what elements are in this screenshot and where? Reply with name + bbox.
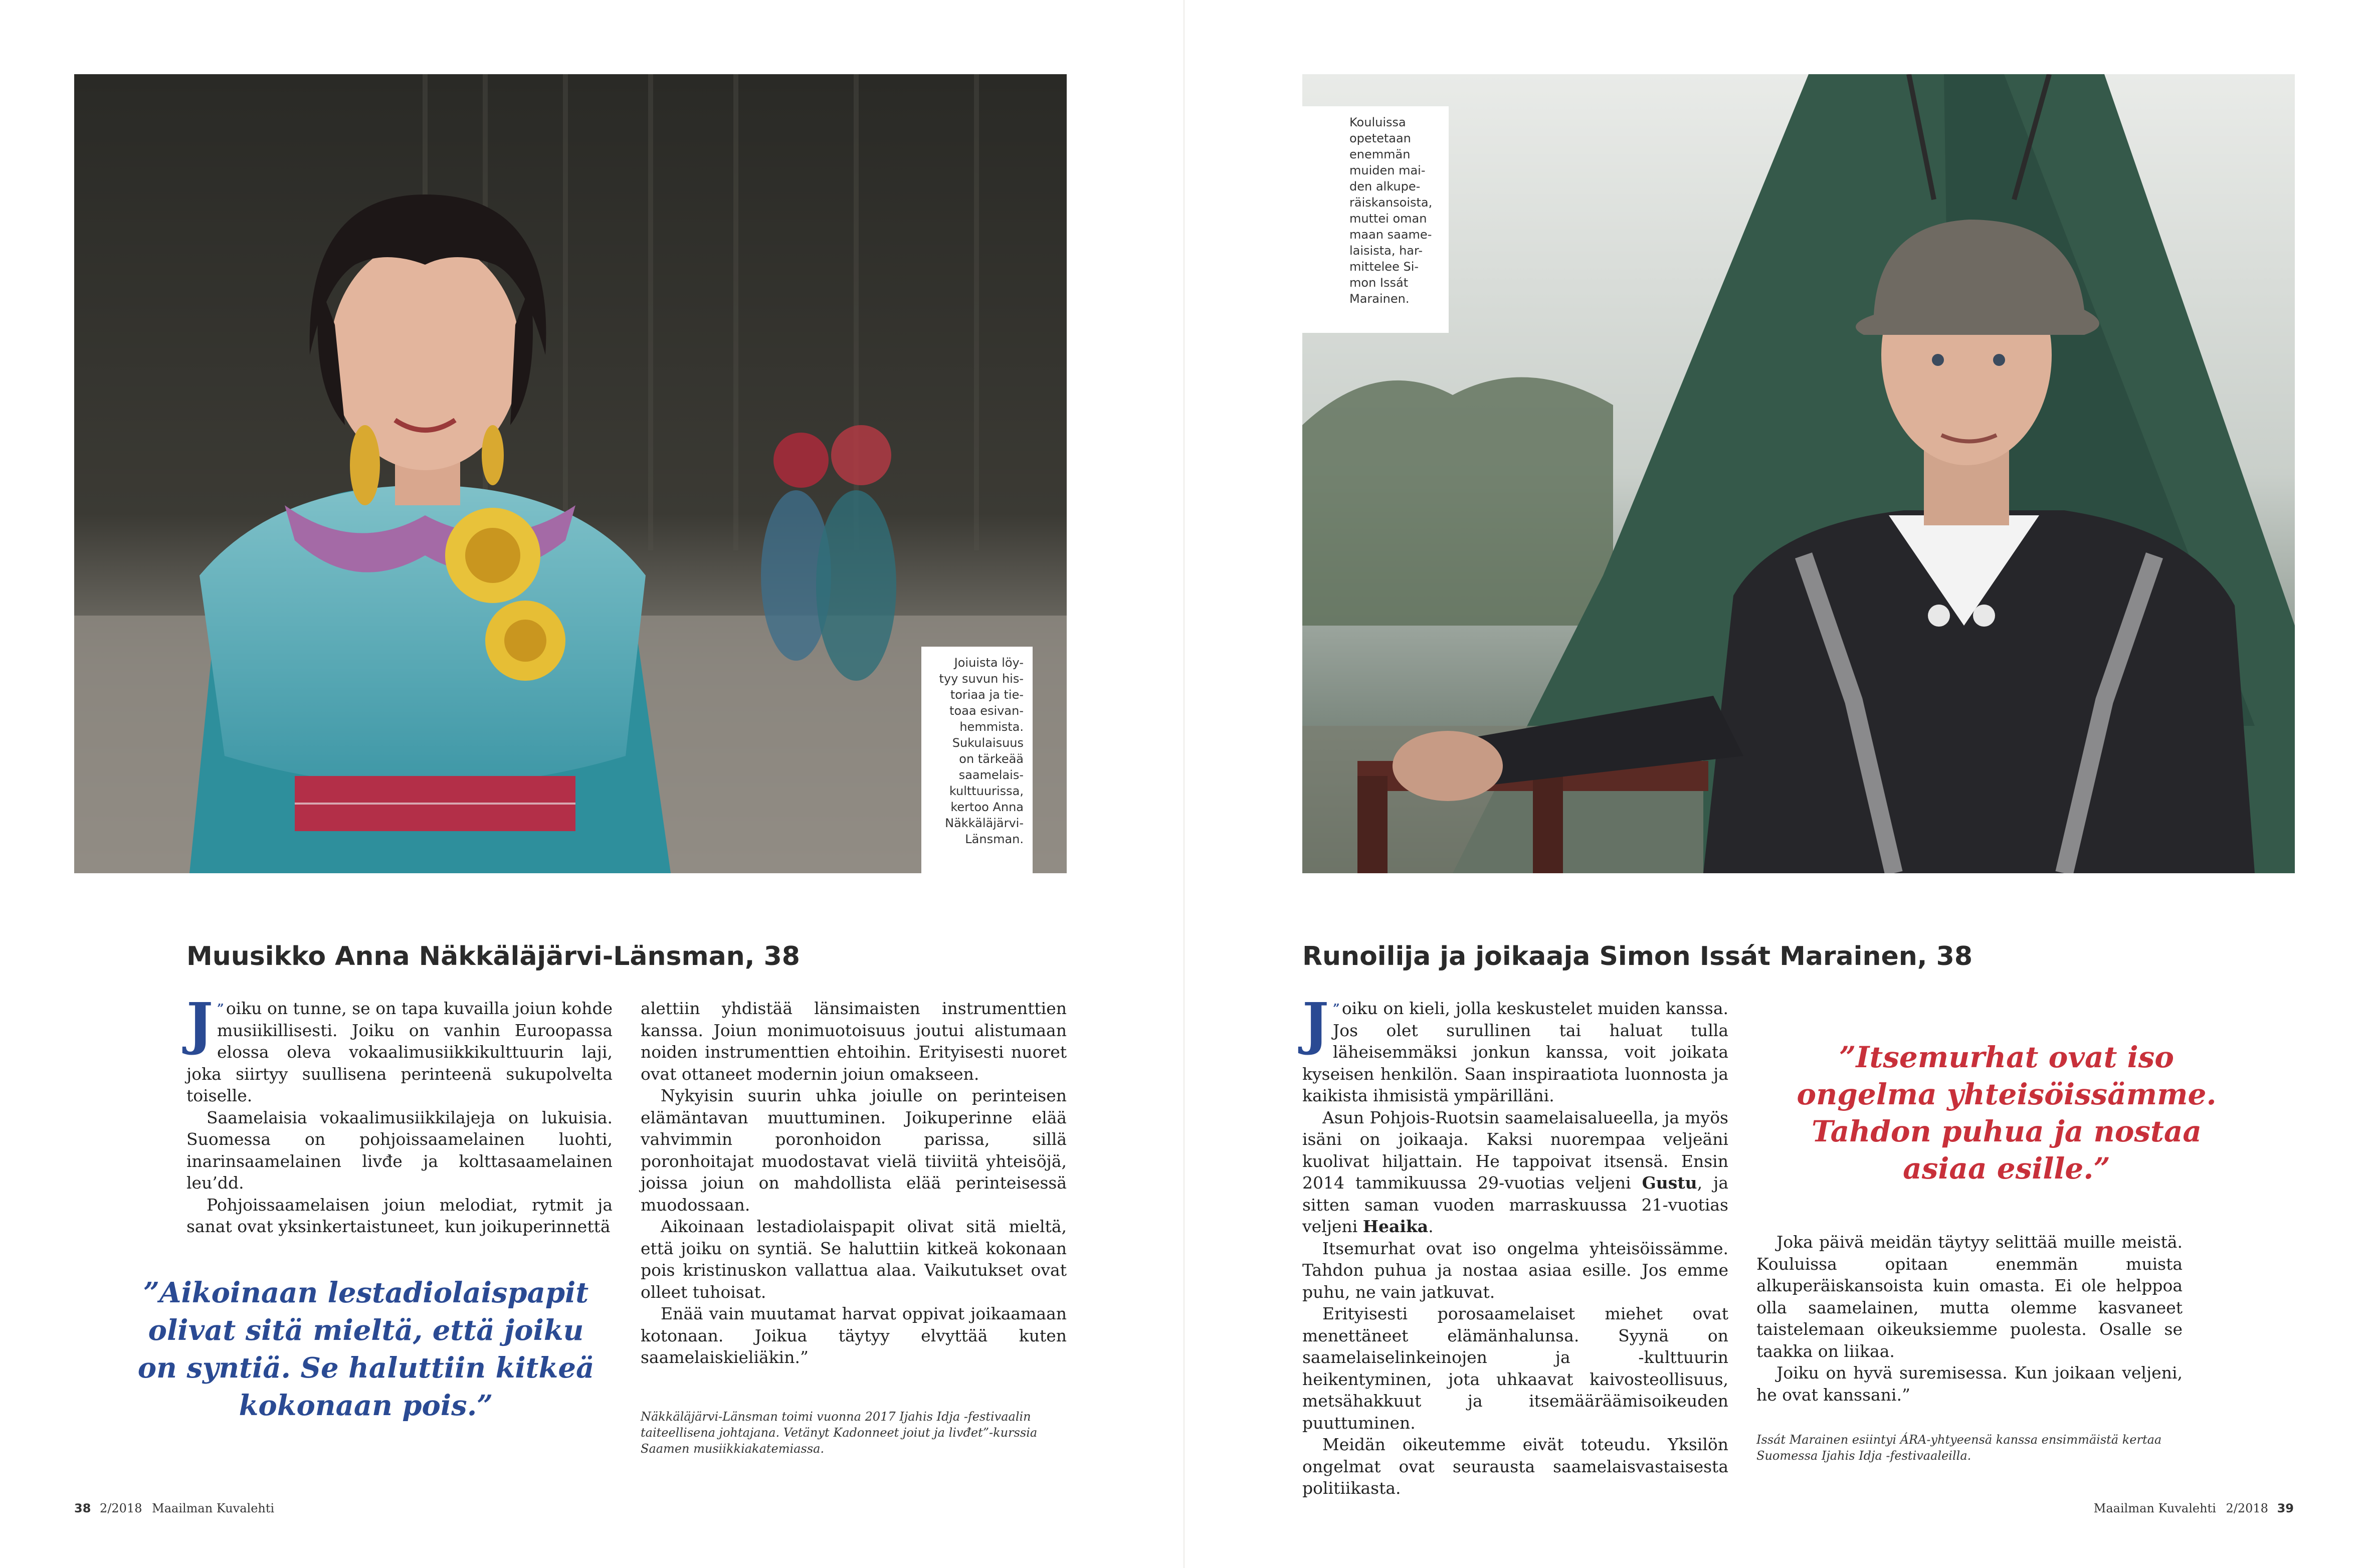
quote-mark-icon: ” <box>217 1001 224 1016</box>
caption-line: saamelais- <box>958 768 1024 782</box>
pullquote-line: ”Itsemurhat ovat iso <box>1839 1040 2174 1074</box>
pullquote-anna <box>115 1274 617 1425</box>
caption-line: Kouluissa <box>1349 115 1406 129</box>
pullquote-line: ”Aikoinaan lestadiolaispapit <box>143 1276 589 1309</box>
page-footer-right <box>2094 1501 2294 1516</box>
paragraph: Erityisesti porosaamelaiset miehet ovat menettäneet elämänhalunsa. Syynä on saamelaiselinkeinojen ja -kulttuurin heikentyminen, jota uhkaavat kaivosteollisuus, metsähakkuut ja itsemääräämisoikeuden puuttuminen. <box>1302 1304 1728 1433</box>
paragraph: Enää vain muutamat harvat oppivat joikaamaan kotonaan. Joikua täytyy elvyttää kuten saamelaiskieliäkin.” <box>641 1304 1067 1367</box>
article-column-1-anna <box>186 991 613 1238</box>
caption-line: Sukulaisuus <box>952 736 1024 750</box>
caption-line: mon Issát <box>1349 276 1409 290</box>
caption-line: hemmista. <box>959 720 1024 734</box>
author-note-simon: Issát Marainen esiintyi ÁRA-yhtyeensä kanssa ensimmäistä kertaa Suomessa Ijahis Idja -festivaaleilla. <box>1756 1433 2162 1463</box>
quote-mark-icon: ” <box>1333 1001 1340 1016</box>
pullquote-line: on syntiä. Se haluttiin kitkeä <box>137 1351 595 1385</box>
page-spine <box>1183 0 1185 1568</box>
pullquote-line: ongelma yhteisöissämme. <box>1797 1077 2217 1111</box>
article-heading-anna: Muusikko Anna Näkkäläjärvi-Länsman, 38 <box>186 941 800 971</box>
author-note-anna: Näkkäläjärvi-Länsman toimi vuonna 2017 Ijahis Idja -festivaalin taiteellisena johtajana. Vetänyt Kadonneet joiut ja livđet”-kurssia Saamen musiikkiakatemiassa. <box>641 1410 1038 1456</box>
pullquote-line: olivat sitä mieltä, että joiku <box>148 1314 584 1347</box>
caption-line: laisista, har- <box>1349 244 1423 258</box>
paragraph-text: . <box>1428 1217 1434 1236</box>
caption-line: Länsman. <box>965 832 1024 846</box>
caption-line: den alkupe- <box>1349 179 1421 193</box>
name-highlight: Heaika <box>1362 1217 1429 1236</box>
caption-line: toaa esivan- <box>949 704 1024 718</box>
photo-simon <box>1302 74 2295 873</box>
caption-line: muttei oman <box>1349 212 1427 226</box>
paragraph <box>1302 1107 1728 1238</box>
pullquote-simon <box>1743 1039 2270 1187</box>
caption-line: enemmän <box>1349 147 1411 161</box>
paragraph-text: , ja sitten saman vuoden marraskuussa 21-vuotias veljeni <box>1302 1173 1728 1236</box>
caption-line: Näkkäläjärvi- <box>945 816 1024 830</box>
caption-line: tyy suvun his- <box>939 672 1024 686</box>
paragraph: Joiku on hyvä suremisessa. Kun joikaan veljeni, he ovat kanssani.” <box>1756 1363 2183 1405</box>
paragraph: Joka päivä meidän täytyy selittää muille meistä. Kouluissa opitaan enemmän muista alkuperäiskansoista kuin omasta. Ei ole helppoa olla saamelainen, mutta olemme kasvaneet taistelemaan oikeuksiemme puolesta. Osalle se taakka on liikaa. <box>1756 1232 2183 1361</box>
paragraph-text: oiku on kieli, jolla keskustelet muiden kanssa. Jos olet surullinen tai haluat tulla läheisemmäksi jonkun kanssa, voit joikata kyseisen henkilön. Saan inspiraatiota luonnosta ja kaikista ihmisistä ympärilläni. <box>1302 999 1728 1105</box>
magazine-name: Maailman Kuvalehti <box>2093 1501 2216 1515</box>
paragraph: Meidän oikeutemme eivät toteudu. Yksilön ongelmat ovat seurausta saamelaisvastaisesta politiikasta. <box>1302 1435 1728 1498</box>
article-column-2-simon <box>1756 1231 2183 1406</box>
paragraph-text: Asun Pohjois-Ruotsin saamelaisalueella, ja myös isäni on joikaaja. Kaksi nuorempaa veljeäni kuolivat hiljattain. He tappoivat itsensä. Ensin 2014 tammikuussa 29-vuotias veljeni <box>1302 1107 1728 1193</box>
name-highlight: Gustu <box>1642 1173 1697 1193</box>
paragraph: Aikoinaan lestadiolaispapit olivat sitä mieltä, että joiku on syntiä. Se haluttiin kitkeä kokonaan pois kristinuskon vallattua alaa. Vaikutukset ovat olleet tuhoisat. <box>641 1217 1067 1302</box>
article-column-1-simon <box>1302 991 1728 1499</box>
caption-line: muiden mai- <box>1349 163 1426 177</box>
paragraph: Nykyisin suurin uhka joiulle on perinteisen elämäntavan muuttuminen. Joikuperinne elää vahvimmin poronhoidon parissa, sillä poronhoitajat muodostavat vielä tiiviitä yhteisöjä, joissa joiun on mahdollista elää perinteisessä muodossaan. <box>641 1086 1067 1215</box>
caption-line: maan saame- <box>1349 228 1432 242</box>
article-column-2-anna <box>641 998 1067 1368</box>
paragraph: Pohjoissaamelaisen joiun melodiat, rytmit ja sanat ovat yksinkertaistuneet, kun joikuperinnettä <box>186 1195 613 1236</box>
photo-caption-anna <box>921 647 1033 873</box>
page-number: 39 <box>2277 1501 2294 1515</box>
paragraph <box>186 991 613 1107</box>
caption-line: mittelee Si- <box>1349 260 1419 274</box>
drop-cap: J <box>186 991 213 1057</box>
photo-anna <box>74 74 1067 873</box>
caption-line: Marainen. <box>1349 292 1410 306</box>
paragraph-text: oiku on tunne, se on tapa kuvailla joiun kohde musiikillisesti. Joiku on vanhin Euroopassa elossa oleva vokaalimusiikkikulttuurin laji, joka siirtyy suullisena perinteenä sukupolvelta toiselle. <box>186 999 613 1105</box>
page-footer-left <box>74 1501 274 1516</box>
caption-line: toriaa ja tie- <box>950 688 1024 702</box>
pullquote-line: Tahdon puhua ja nostaa <box>1811 1114 2202 1148</box>
caption-line: kertoo Anna <box>950 800 1024 814</box>
magazine-name: Maailman Kuvalehti <box>152 1501 275 1515</box>
paragraph <box>1302 991 1728 1107</box>
page-number: 38 <box>74 1501 91 1515</box>
paragraph: alettiin yhdistää länsimaisten instrumenttien kanssa. Joiun monimuotoisuus joutui alistumaan noiden instrumenttien ehtoihin. Erityisesti nuoret ovat ottaneet modernin joiun omakseen. <box>641 999 1067 1084</box>
paragraph: Saamelaisia vokaalimusiikkilajeja on lukuisia. Suomessa on pohjoissaamelainen luohti, inarinsaamelainen livđe ja kolttasaamelainen leu’dd. <box>186 1107 613 1193</box>
photo-caption-simon <box>1302 106 1449 333</box>
pullquote-line: kokonaan pois.” <box>239 1389 493 1422</box>
issue-number: 2/2018 <box>2226 1501 2268 1515</box>
paragraph: Itsemurhat ovat iso ongelma yhteisöissämme. Tahdon puhua ja nostaa asiaa esille. Jos emme puhu, ne vain jatkuvat. <box>1302 1238 1728 1302</box>
issue-number: 2/2018 <box>100 1501 142 1515</box>
article-heading-simon: Runoilija ja joikaaja Simon Issát Marainen, 38 <box>1302 941 1972 971</box>
caption-line: on tärkeää <box>959 752 1024 766</box>
pullquote-line: asiaa esille.” <box>1903 1151 2110 1186</box>
caption-line: opetetaan <box>1349 131 1411 145</box>
drop-cap: J <box>1302 991 1329 1057</box>
caption-line: kulttuurissa, <box>949 784 1024 798</box>
caption-line: räiskansoista, <box>1349 195 1433 210</box>
caption-line: Joiuista löy- <box>954 656 1024 670</box>
